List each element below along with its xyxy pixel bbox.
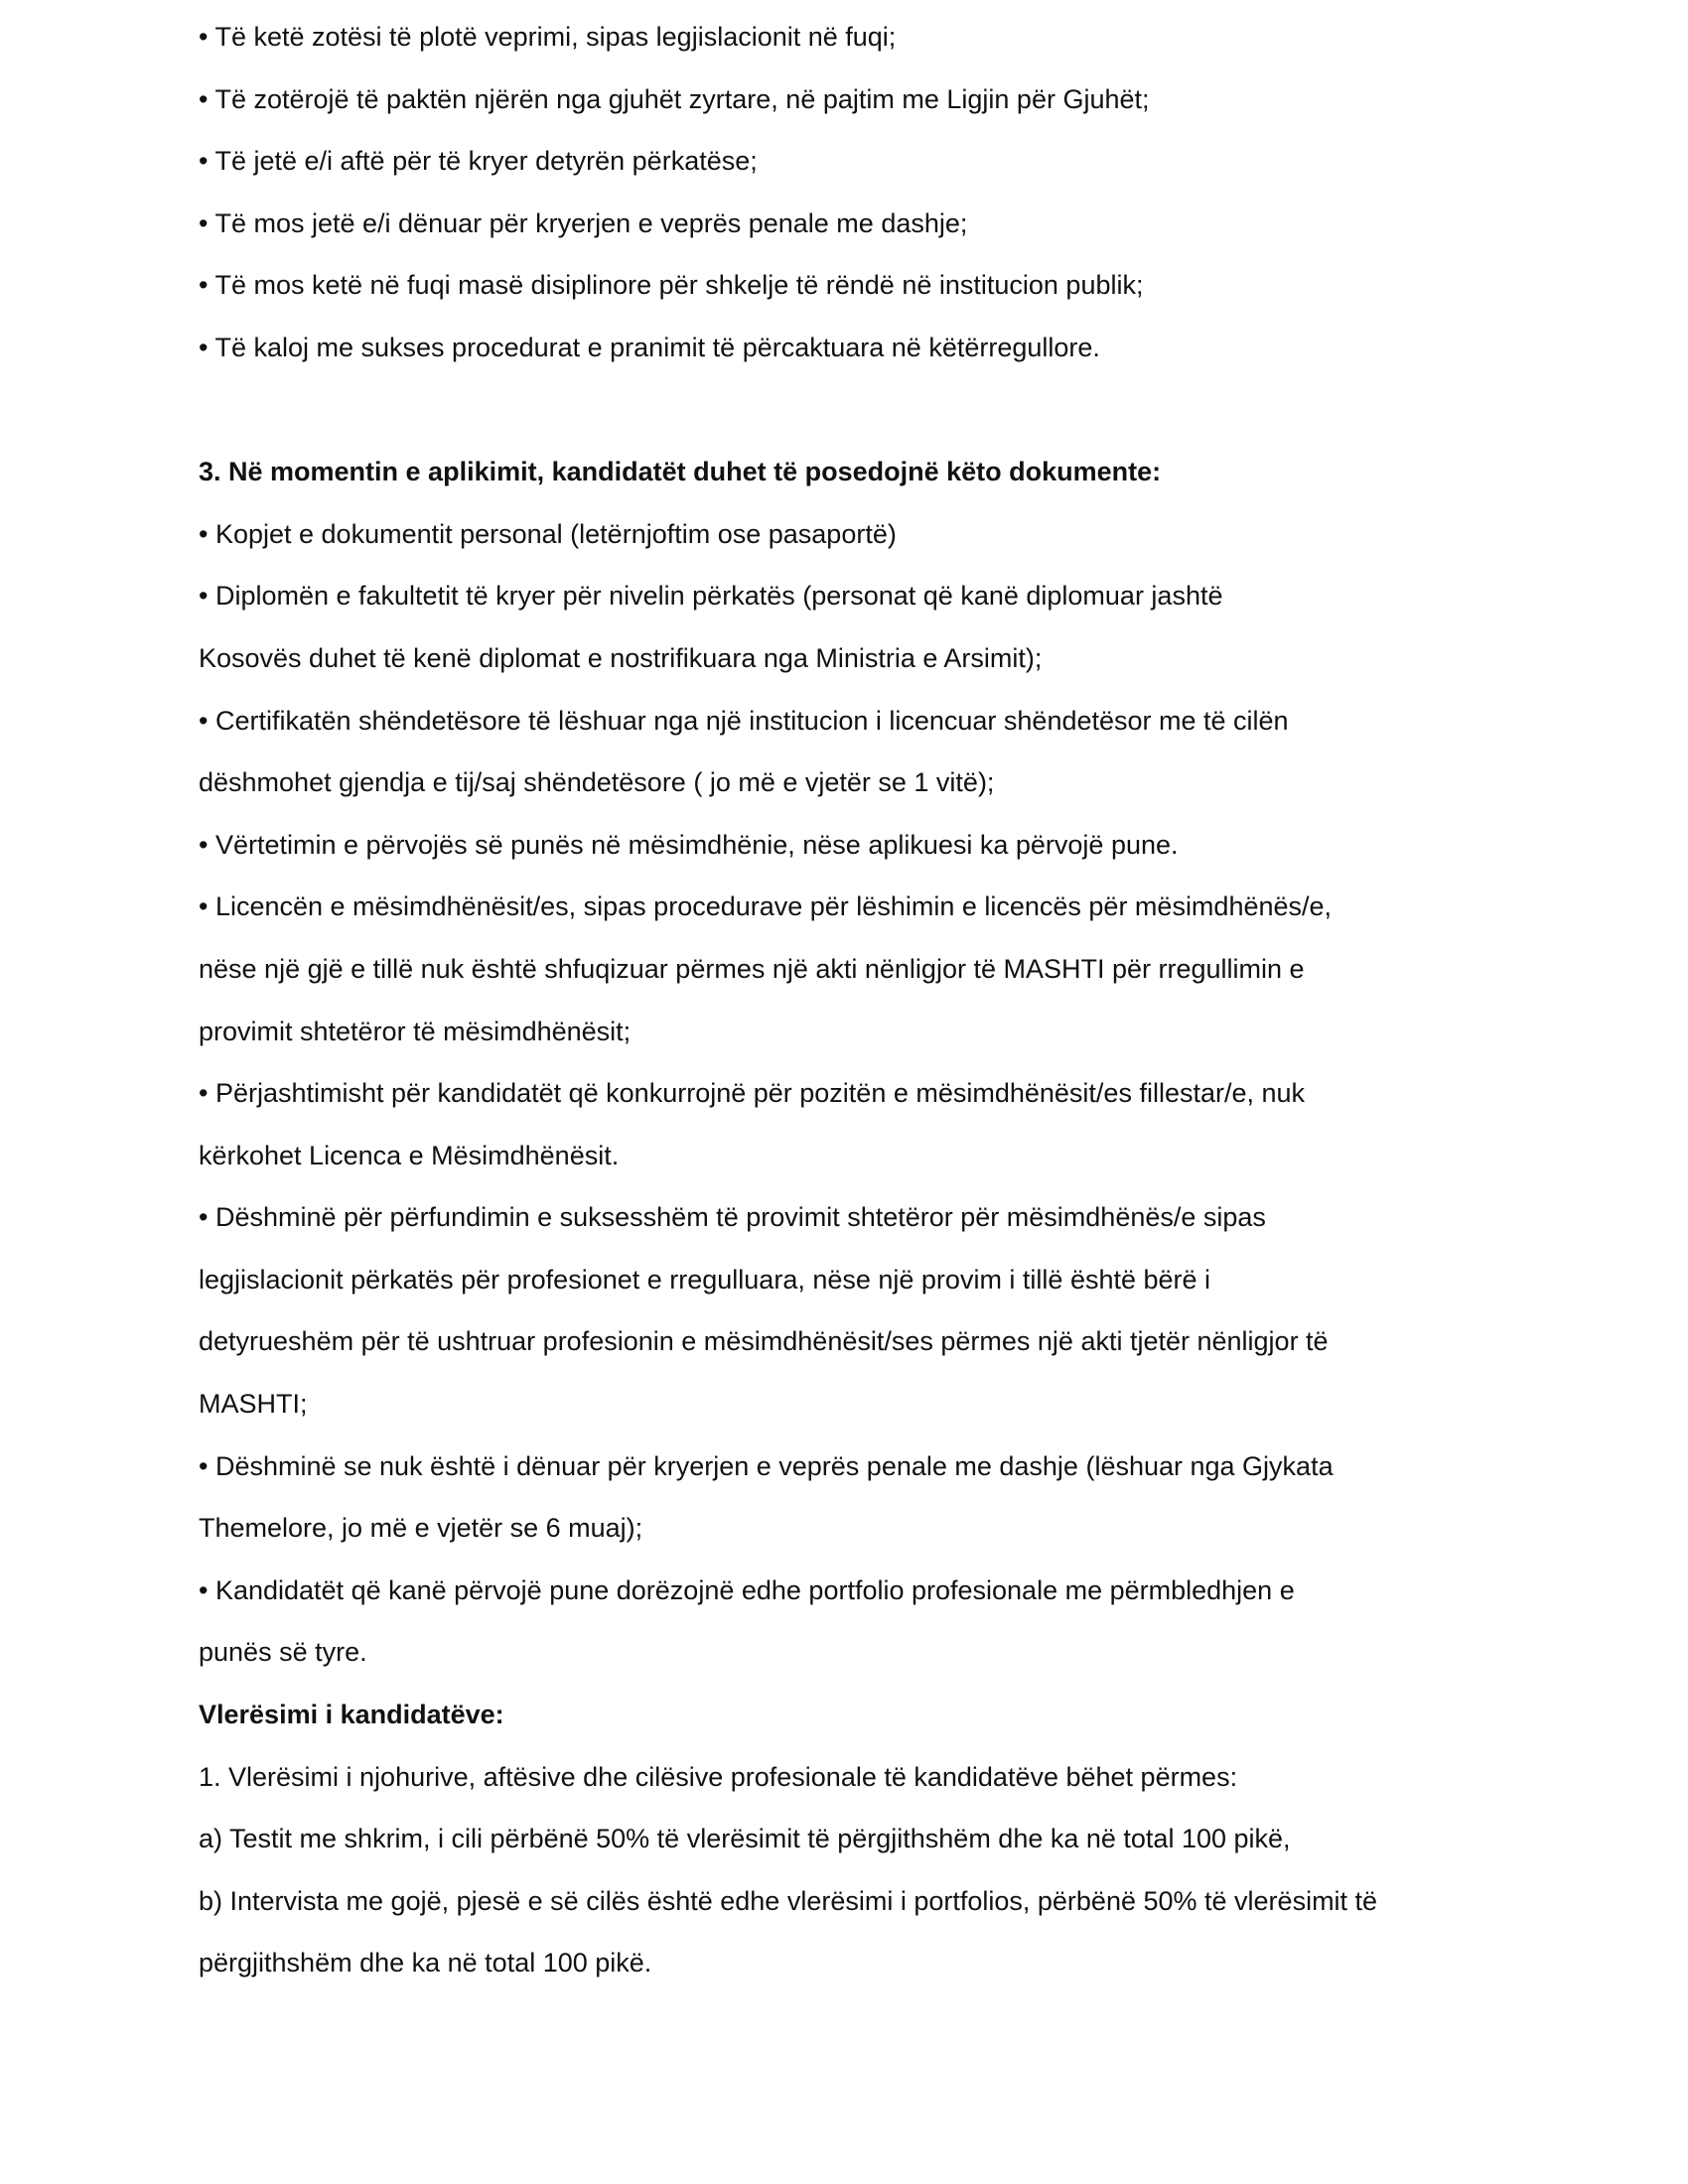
requirement-item: • Të jetë e/i aftë për të kryer detyrën përkatëse; xyxy=(199,146,758,177)
evaluation-line: përgjithshëm dhe ka në total 100 pikë. xyxy=(199,1948,652,1979)
section-3-heading: 3. Në momentin e aplikimit, kandidatët duhet të posedojnë këto dokumente: xyxy=(199,457,1162,487)
document-line: • Certifikatën shëndetësore të lëshuar nga një institucion i licencuar shëndetësor me të cilën xyxy=(199,705,1289,736)
requirement-item: • Të ketë zotësi të plotë veprimi, sipas legjislacionit në fuqi; xyxy=(199,22,897,52)
paragraph-spacer xyxy=(199,379,1489,442)
document-line: MASHTI; xyxy=(199,1389,308,1420)
document-line: nëse një gjë e tillë nuk është shfuqizuar përmes një akti nënligjor të MASHTI për rregullimin e xyxy=(199,953,1305,984)
document-line: • Dëshminë se nuk është i dënuar për kryerjen e veprës penale me dashje (lëshuar nga Gjykata xyxy=(199,1450,1334,1481)
document-line: • Përjashtimisht për kandidatët që konkurrojnë për pozitën e mësimdhënësit/es fillestar/e, nuk xyxy=(199,1078,1306,1109)
requirement-item: • Të mos jetë e/i dënuar për kryerjen e veprës penale me dashje; xyxy=(199,207,968,238)
document-line: detyrueshëm për të ushtruar profesionin e mësimdhënësit/ses përmes një akti tjetër nënligjor të xyxy=(199,1326,1329,1357)
document-line: • Diplomën e fakultetit të kryer për nivelin përkatës (personat që kanë diplomuar jashtë xyxy=(199,581,1223,612)
requirement-item: • Të zotërojë të paktën njërën nga gjuhët zyrtare, në pajtim me Ligjin për Gjuhët; xyxy=(199,83,1150,114)
document-line: dëshmohet gjendja e tij/saj shëndetësore ( jo më e vjetër se 1 vitë); xyxy=(199,767,995,798)
evaluation-line: 1. Vlerësimi i njohurive, aftësive dhe cilësive profesionale të kandidatëve bëhet përmes: xyxy=(199,1761,1238,1792)
document-line: Themelore, jo më e vjetër se 6 muaj); xyxy=(199,1513,643,1544)
document-line: legjislacionit përkatës për profesionet e rregulluara, nëse një provim i tillë është bërë i xyxy=(199,1264,1211,1295)
evaluation-heading: Vlerësimi i kandidatëve: xyxy=(199,1700,504,1730)
document-page xyxy=(199,6,1489,1994)
document-line: • Kandidatët që kanë përvojë pune dorëzojnë edhe portfolio profesionale me përmbledhjen e xyxy=(199,1574,1295,1605)
document-line: • Licencën e mësimdhënësit/es, sipas procedurave për lëshimin e licencës për mësimdhënës/e, xyxy=(199,891,1333,922)
document-line: • Vërtetimin e përvojës së punës në mësimdhënie, nëse aplikuesi ka përvojë pune. xyxy=(199,829,1179,860)
document-line: Kosovës duhet të kenë diplomat e nostrifikuara nga Ministria e Arsimit); xyxy=(199,642,1043,673)
document-line: • Dëshminë për përfundimin e suksesshëm të provimit shtetëror për mësimdhënës/e sipas xyxy=(199,1202,1266,1233)
document-line: kërkohet Licenca e Mësimdhënësit. xyxy=(199,1140,620,1170)
document-line: provimit shtetëror të mësimdhënësit; xyxy=(199,1016,632,1046)
document-line: • Kopjet e dokumentit personal (letërnjoftim ose pasaportë) xyxy=(199,518,897,549)
requirement-item: • Të mos ketë në fuqi masë disiplinore për shkelje të rëndë në institucion publik; xyxy=(199,270,1144,301)
evaluation-line: b) Intervista me gojë, pjesë e së cilës është edhe vlerësimi i portfolios, përbënë 50% të vlerësimit të xyxy=(199,1885,1378,1916)
requirement-item: • Të kaloj me sukses procedurat e pranimit të përcaktuara në këtërregullore. xyxy=(199,332,1100,362)
evaluation-line: a) Testit me shkrim, i cili përbënë 50% të vlerësimit të përgjithshëm dhe ka në total 100 pikë, xyxy=(199,1824,1291,1854)
document-line: punës së tyre. xyxy=(199,1637,367,1668)
